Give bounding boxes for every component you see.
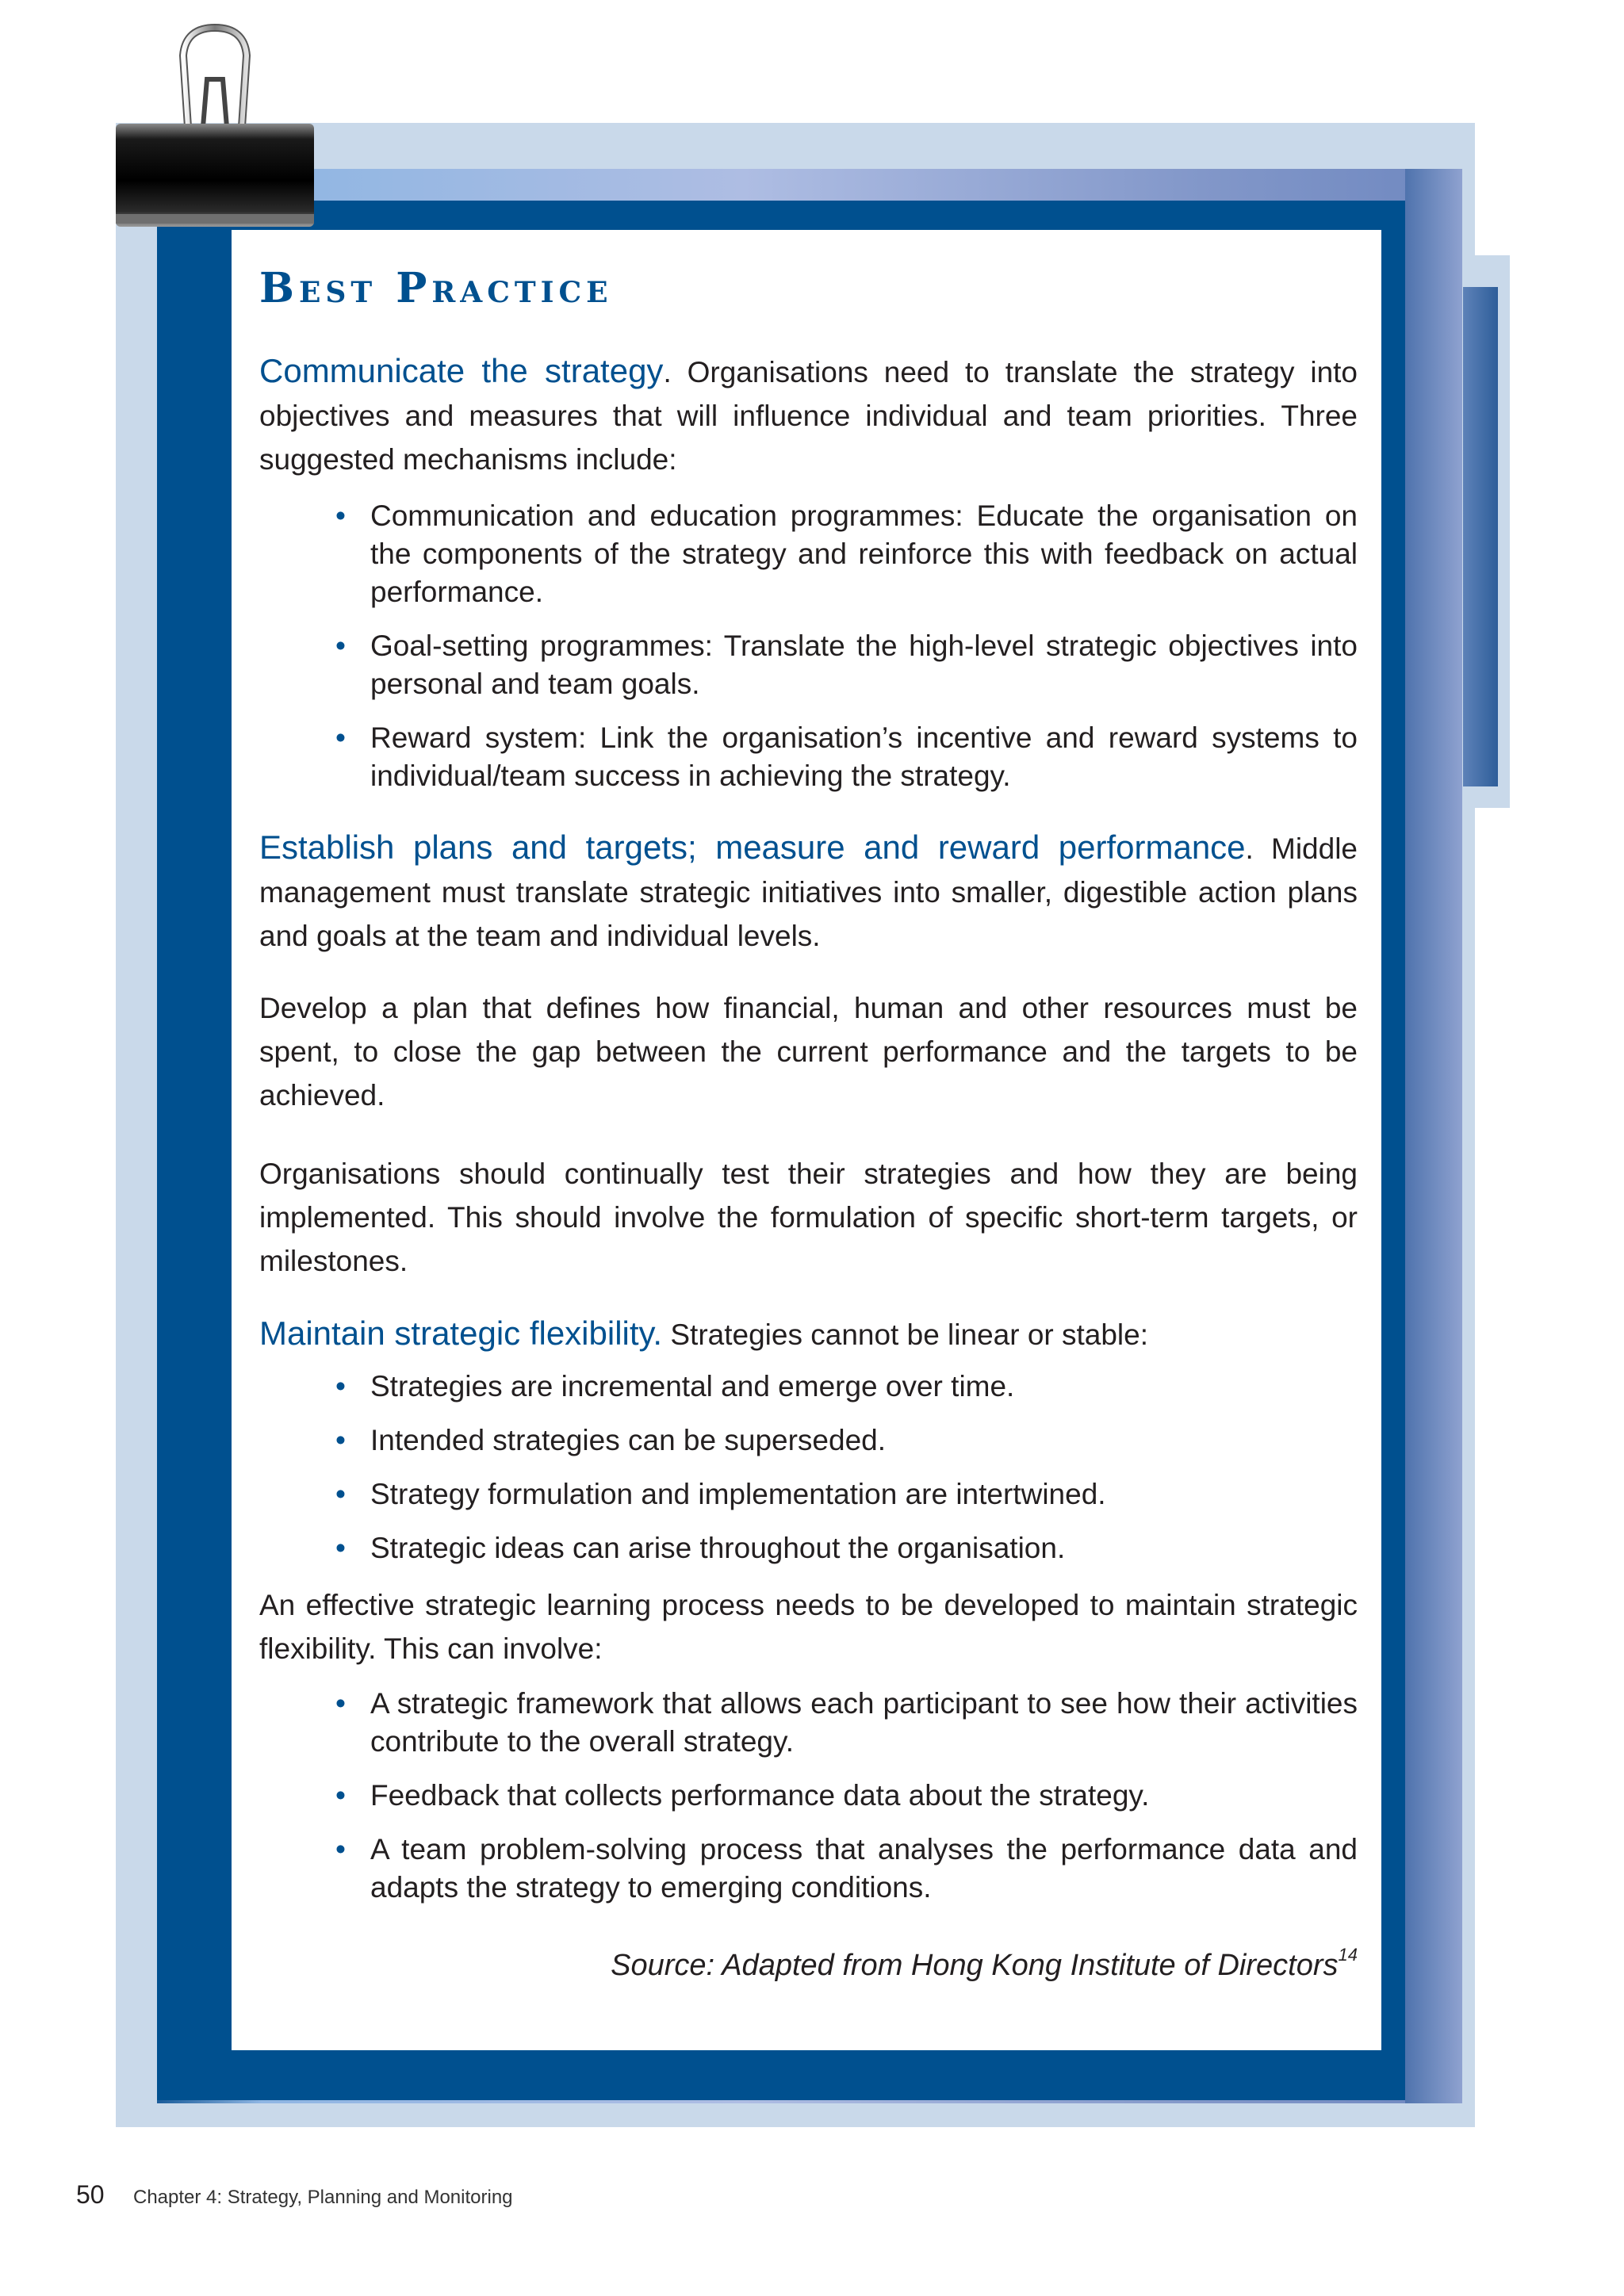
section-flexibility bbox=[259, 1311, 1358, 1357]
binder-clip-icon bbox=[116, 24, 314, 234]
list-item bbox=[335, 497, 1358, 611]
list-item bbox=[335, 1475, 1358, 1513]
list-item bbox=[335, 1777, 1358, 1815]
bullet-icon: • bbox=[335, 629, 346, 662]
section-establish bbox=[259, 825, 1358, 958]
page-number: 50 bbox=[76, 2180, 105, 2209]
source-text: Source: Adapted from Hong Kong Institute of Directors bbox=[611, 1949, 1339, 1982]
list-item-text: A strategic framework that allows each participant to see how their activities contribute to the overall strategy. bbox=[370, 1687, 1358, 1758]
list-item bbox=[335, 1831, 1358, 1907]
paragraph-test-strategies: Organisations should continually test their strategies and how they are being implemented. This should involve the formulation of specific short-term targets, or milestones. bbox=[259, 1158, 1358, 1277]
list-item bbox=[335, 627, 1358, 703]
list-item bbox=[335, 1422, 1358, 1460]
list-item bbox=[335, 1685, 1358, 1761]
mechanisms-list bbox=[259, 497, 1358, 795]
list-item-text: Intended strategies can be superseded. bbox=[370, 1424, 887, 1456]
bullet-icon: • bbox=[335, 1687, 346, 1720]
bullet-icon: • bbox=[335, 1370, 346, 1402]
section-heading-communicate: Communicate the strategy bbox=[259, 352, 664, 389]
list-item bbox=[335, 719, 1358, 795]
list-item-text: Strategies are incremental and emerge over time. bbox=[370, 1370, 1015, 1402]
page-footer bbox=[76, 2179, 513, 2210]
list-item bbox=[335, 1368, 1358, 1406]
bullet-icon: • bbox=[335, 1833, 346, 1866]
footnote-ref: 14 bbox=[1338, 1945, 1358, 1965]
section-communicate bbox=[259, 349, 1358, 481]
strategy-characteristics-list bbox=[259, 1368, 1358, 1567]
list-item-text: Strategy formulation and implementation are intertwined. bbox=[370, 1478, 1106, 1510]
bullet-icon: • bbox=[335, 499, 346, 532]
source-citation bbox=[259, 1935, 1358, 1985]
bullet-icon: • bbox=[335, 1424, 346, 1456]
best-practice-title: Best Practice bbox=[259, 264, 613, 312]
list-item bbox=[335, 1529, 1358, 1567]
paragraph-develop-plan: Develop a plan that defines how financial, human and other resources must be spent, to close the gap between the current performance and the targets to be achieved. bbox=[259, 992, 1358, 1112]
chapter-title: Chapter 4: Strategy, Planning and Monitoring bbox=[133, 2187, 513, 2208]
list-item-text: Feedback that collects performance data about the strategy. bbox=[370, 1779, 1150, 1812]
section-heading-flexibility: Maintain strategic flexibility. bbox=[259, 1314, 663, 1352]
list-item-text: A team problem-solving process that analyses the performance data and adapts the strategy to emerging conditions. bbox=[370, 1833, 1358, 1904]
section-heading-establish: Establish plans and targets; measure and reward performance bbox=[259, 828, 1246, 866]
list-item-text: Communication and education programmes: Educate the organisation on the components of the strategy and reinforce this with feedback on actual performance. bbox=[370, 499, 1358, 608]
best-practice-card bbox=[232, 230, 1381, 2050]
section-intro-communicate: . Organisations need to translate the strategy into objectives and measures that will influence individual and team priorities. Three suggested mechanisms include: bbox=[259, 356, 1358, 476]
list-item-text: Goal-setting programmes: Translate the high-level strategic objectives into personal and team goals. bbox=[370, 629, 1358, 700]
side-tab-inner bbox=[1463, 287, 1498, 786]
paragraph-learning-process: An effective strategic learning process needs to be developed to maintain strategic flexibility. This can involve: bbox=[259, 1589, 1358, 1665]
section-intro-flexibility: Strategies cannot be linear or stable: bbox=[662, 1318, 1149, 1351]
list-item-text: Reward system: Link the organisation’s incentive and reward systems to individual/team success in achieving the strategy. bbox=[370, 721, 1358, 792]
bullet-icon: • bbox=[335, 1532, 346, 1564]
bullet-icon: • bbox=[335, 1779, 346, 1812]
learning-process-list bbox=[259, 1685, 1358, 1907]
list-item-text: Strategic ideas can arise throughout the organisation. bbox=[370, 1532, 1066, 1564]
bullet-icon: • bbox=[335, 721, 346, 754]
section-intro-establish: . Middle management must translate strategic initiatives into smaller, digestible action plans and goals at the team and individual levels. bbox=[259, 832, 1358, 952]
bullet-icon: • bbox=[335, 1478, 346, 1510]
frame-right-gradient bbox=[1405, 169, 1462, 2103]
